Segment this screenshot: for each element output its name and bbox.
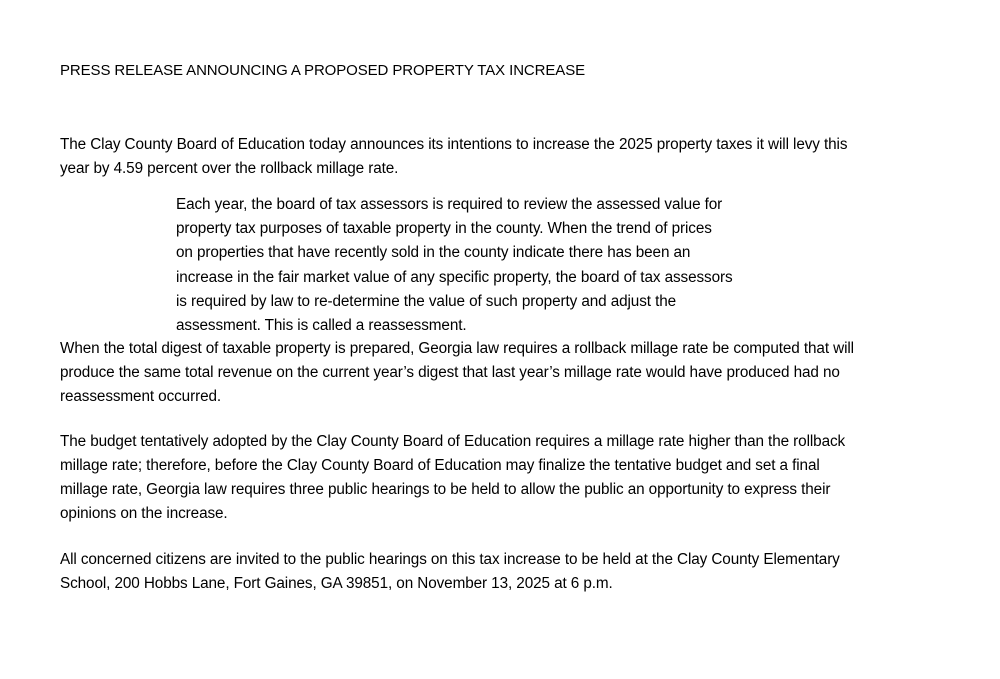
quote-line: property tax purposes of taxable property in the county. When the trend of prices [176,220,712,238]
hearing-paragraph [60,548,945,596]
block-quote [176,193,733,338]
paragraph-line: millage rate; therefore, before the Clay County Board of Education may finalize the tentative budget and set a final [60,457,820,474]
paragraph-line: All concerned citizens are invited to the public hearings on this tax increase to be held at the Clay County Elementary [60,551,840,568]
paragraph-line: millage rate, Georgia law requires three public hearings to be held to allow the public an opportunity to express their [60,481,831,498]
paragraph-line: When the total digest of taxable property is prepared, Georgia law requires a rollback millage rate be computed that will [60,340,854,357]
paragraph-line: produce the same total revenue on the current year’s digest that last year’s millage rate would have produced had no [60,364,840,381]
quote-line: Each year, the board of tax assessors is required to review the assessed value for [176,196,723,213]
paragraph-line: opinions on the increase. [60,505,228,522]
budget-paragraph [60,430,945,526]
paragraph-line: reassessment occurred. [60,388,222,405]
quote-line: is required by law to re-determine the value of such property and adjust the [176,292,677,310]
rollback-paragraph [60,337,945,409]
quote-line: assessment. This is called a reassessment. [176,317,467,335]
quote-line: on properties that have recently sold in the county indicate there has been an [176,244,691,262]
paragraph-line: The budget tentatively adopted by the Clay County Board of Education requires a millage rate higher than the rollback [60,433,846,450]
page-title: PRESS RELEASE ANNOUNCING A PROPOSED PROPERTY TAX INCREASE [60,62,586,79]
intro-paragraph [60,133,945,181]
quote-line: increase in the fair market value of any specific property, the board of tax assessors [176,268,733,286]
paragraph-line: year by 4.59 percent over the rollback millage rate. [60,160,399,177]
paragraph-line: School, 200 Hobbs Lane, Fort Gaines, GA 39851, on November 13, 2025 at 6 p.m. [60,575,613,592]
paragraph-line: The Clay County Board of Education today announces its intentions to increase the 2025 property taxes it will levy this [60,136,848,153]
